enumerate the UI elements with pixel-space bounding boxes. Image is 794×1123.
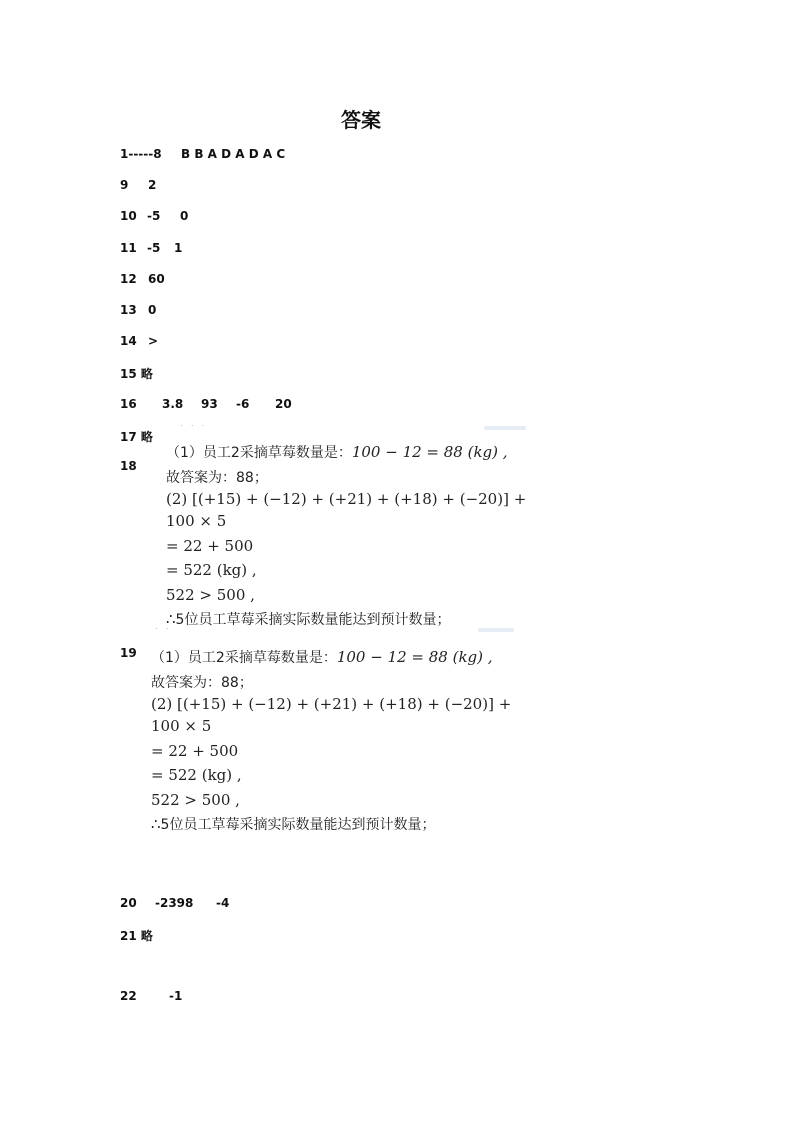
answer-value: 93	[201, 397, 218, 411]
solution-math: = 22 + 500	[166, 536, 254, 555]
question-number: 12	[120, 272, 137, 286]
solution-math: = 522 (kg) ,	[166, 561, 257, 579]
solution-text: （1）员工2采摘草莓数量是：	[166, 445, 352, 461]
solution-block-18	[166, 440, 526, 632]
solution-math: 100 − 12 = 88 (kg) ,	[336, 648, 493, 666]
answer-value: -6	[236, 397, 250, 411]
answer-value: >	[148, 334, 159, 348]
question-number: 13	[120, 303, 137, 317]
question-number: 15 略	[120, 367, 153, 381]
answer-row-22	[120, 989, 183, 1031]
solution-text: （1）员工2采摘草莓数量是：	[151, 650, 337, 666]
answer-value: -2398	[155, 896, 194, 910]
answer-value: 2	[148, 178, 157, 192]
solution-math: (2) [(+15) + (−12) + (+21) + (+18) + (−20)] +	[166, 490, 527, 508]
question-number: 14	[120, 334, 137, 348]
solution-text: 5位员工草莓采摘实际数量能达到预计数量；	[160, 817, 436, 833]
answer-row-21	[120, 927, 153, 955]
solution-math: 100 × 5	[151, 717, 212, 735]
question-number: 1-----8	[120, 147, 162, 161]
answer-value: 60	[148, 272, 165, 286]
answer-value: -1	[169, 989, 183, 1003]
scan-artifact-dots: · ·	[155, 624, 172, 633]
question-number: 9	[120, 178, 129, 192]
question-number: 19	[120, 646, 137, 660]
solution-math: 522 > 500 ,	[166, 585, 255, 604]
solution-block-19	[151, 645, 511, 837]
answer-value: 20	[275, 397, 292, 411]
scan-artifact-bar	[484, 426, 526, 430]
question-number: 21 略	[120, 929, 153, 943]
answer-row-19	[120, 646, 137, 674]
answer-value: -5	[147, 241, 161, 255]
therefore-symbol: ∴	[151, 815, 161, 833]
answer-row-18	[120, 459, 137, 487]
therefore-symbol: ∴	[166, 610, 176, 628]
answer-value: B B A D A D A C	[181, 147, 286, 161]
question-number: 17 略	[120, 430, 153, 444]
answer-row-15	[120, 365, 153, 393]
answer-row-17	[120, 428, 153, 456]
answer-value: -4	[216, 896, 230, 910]
solution-text: 5位员工草莓采摘实际数量能达到预计数量；	[175, 612, 451, 628]
solution-text: 故答案为：88；	[151, 674, 253, 691]
question-number: 10	[120, 209, 137, 223]
solution-math: = 22 + 500	[151, 741, 239, 760]
question-number: 20	[120, 896, 137, 910]
solution-math: 522 > 500 ,	[151, 790, 240, 809]
question-number: 18	[120, 459, 137, 473]
answer-value: -5	[147, 209, 161, 223]
question-number: 16	[120, 397, 137, 411]
solution-math: 100 − 12 = 88 (kg) ,	[351, 443, 508, 461]
answer-value: 3.8	[162, 397, 184, 411]
solution-math: = 522 (kg) ,	[151, 766, 242, 784]
question-number: 11	[120, 241, 137, 255]
page-title: 答案	[341, 108, 381, 132]
answer-value: 1	[174, 241, 183, 255]
scan-artifact-dots: · · ·	[180, 421, 208, 430]
solution-text: 故答案为：88；	[166, 469, 268, 486]
solution-math: 100 × 5	[166, 512, 227, 530]
question-number: 22	[120, 989, 137, 1003]
answer-value: 0	[180, 209, 189, 223]
solution-math: (2) [(+15) + (−12) + (+21) + (+18) + (−20)] +	[151, 695, 512, 713]
answer-value: 0	[148, 303, 157, 317]
